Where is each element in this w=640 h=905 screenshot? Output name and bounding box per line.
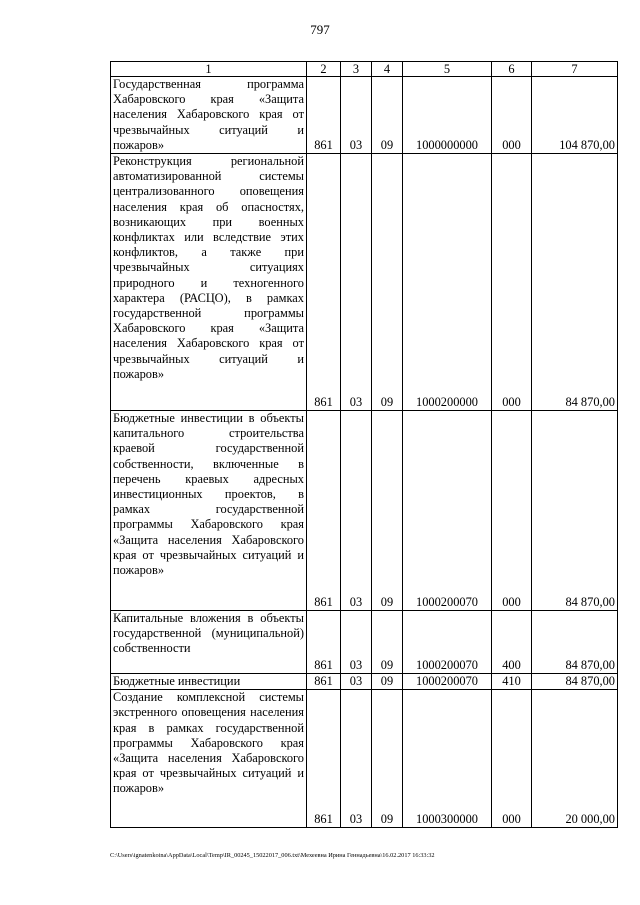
cell-amount: 84 870,00 <box>532 674 618 690</box>
cell-target: 1000200000 <box>403 154 492 411</box>
page-number: 797 <box>310 22 330 37</box>
cell-subsection: 09 <box>372 411 403 611</box>
cell-type: 400 <box>492 611 532 674</box>
table-row <box>111 411 618 611</box>
row-name: Создание комплексной системы экстренного оповещения населения края в рамках государственной программы Хабаровского края «Защита населения Хабаровского края от чрезвычайных ситуаций и пожаров» <box>111 690 307 828</box>
cell-type: 410 <box>492 674 532 690</box>
cell-type: 000 <box>492 77 532 154</box>
cell-subsection: 09 <box>372 690 403 828</box>
row-name: Капитальные вложения в объекты государственной (муниципальной) собственности <box>111 611 307 674</box>
cell-amount: 84 870,00 <box>532 411 618 611</box>
row-name: Бюджетные инвестиции в объекты капитального строительства краевой государственной собственности, включенные в перечень краевых адресных инвестиционных проектов, в рамках государственной программы Хабаровского края «Защита населения Хабаровского края от чрезвычайных ситуаций и пожаров» <box>111 411 307 611</box>
cell-target: 1000300000 <box>403 690 492 828</box>
cell-code: 861 <box>307 154 341 411</box>
cell-subsection: 09 <box>372 674 403 690</box>
file-path-footer: C:\Users\ignatenkoina\AppData\Local\Temp\IR_00245_15022017_006.txt\Мехеевна Ирина Геннадьевна\16.02.2017 16:33:32 <box>110 852 435 859</box>
cell-type: 000 <box>492 690 532 828</box>
cell-code: 861 <box>307 611 341 674</box>
cell-type: 000 <box>492 154 532 411</box>
column-header: 4 <box>372 62 403 77</box>
column-header: 5 <box>403 62 492 77</box>
cell-code: 861 <box>307 674 341 690</box>
table-row <box>111 77 618 154</box>
cell-code: 861 <box>307 411 341 611</box>
cell-target: 1000200070 <box>403 611 492 674</box>
row-name: Реконструкция региональной автоматизированной системы централизованного оповещения населения края об опасностях, возникающих при военных конфликтах или вследствие этих конфликтов, а также при чрезвычайных ситуациях природного и техногенного характера (РАСЦО), в рамках государственной программы Хабаровского края «Защита населения Хабаровского края от чрезвычайных ситуаций и пожаров» <box>111 154 307 411</box>
column-header: 6 <box>492 62 532 77</box>
cell-section: 03 <box>341 411 372 611</box>
row-name: Бюджетные инвестиции <box>111 674 307 690</box>
table-row <box>111 154 618 411</box>
table-row <box>111 674 618 690</box>
row-name: Государственная программа Хабаровского края «Защита населения Хабаровского края от чрезвычайных ситуаций и пожаров» <box>111 77 307 154</box>
cell-section: 03 <box>341 674 372 690</box>
cell-subsection: 09 <box>372 77 403 154</box>
cell-section: 03 <box>341 77 372 154</box>
cell-code: 861 <box>307 77 341 154</box>
cell-amount: 84 870,00 <box>532 154 618 411</box>
cell-section: 03 <box>341 154 372 411</box>
table-row <box>111 690 618 828</box>
cell-code: 861 <box>307 690 341 828</box>
cell-amount: 20 000,00 <box>532 690 618 828</box>
cell-subsection: 09 <box>372 611 403 674</box>
table-header-row <box>111 62 618 77</box>
cell-subsection: 09 <box>372 154 403 411</box>
cell-amount: 104 870,00 <box>532 77 618 154</box>
cell-target: 1000000000 <box>403 77 492 154</box>
column-header: 7 <box>532 62 618 77</box>
cell-section: 03 <box>341 690 372 828</box>
cell-amount: 84 870,00 <box>532 611 618 674</box>
column-header: 3 <box>341 62 372 77</box>
table-row <box>111 611 618 674</box>
budget-table <box>110 61 618 828</box>
column-header: 1 <box>111 62 307 77</box>
cell-target: 1000200070 <box>403 411 492 611</box>
column-header: 2 <box>307 62 341 77</box>
cell-type: 000 <box>492 411 532 611</box>
cell-target: 1000200070 <box>403 674 492 690</box>
cell-section: 03 <box>341 611 372 674</box>
